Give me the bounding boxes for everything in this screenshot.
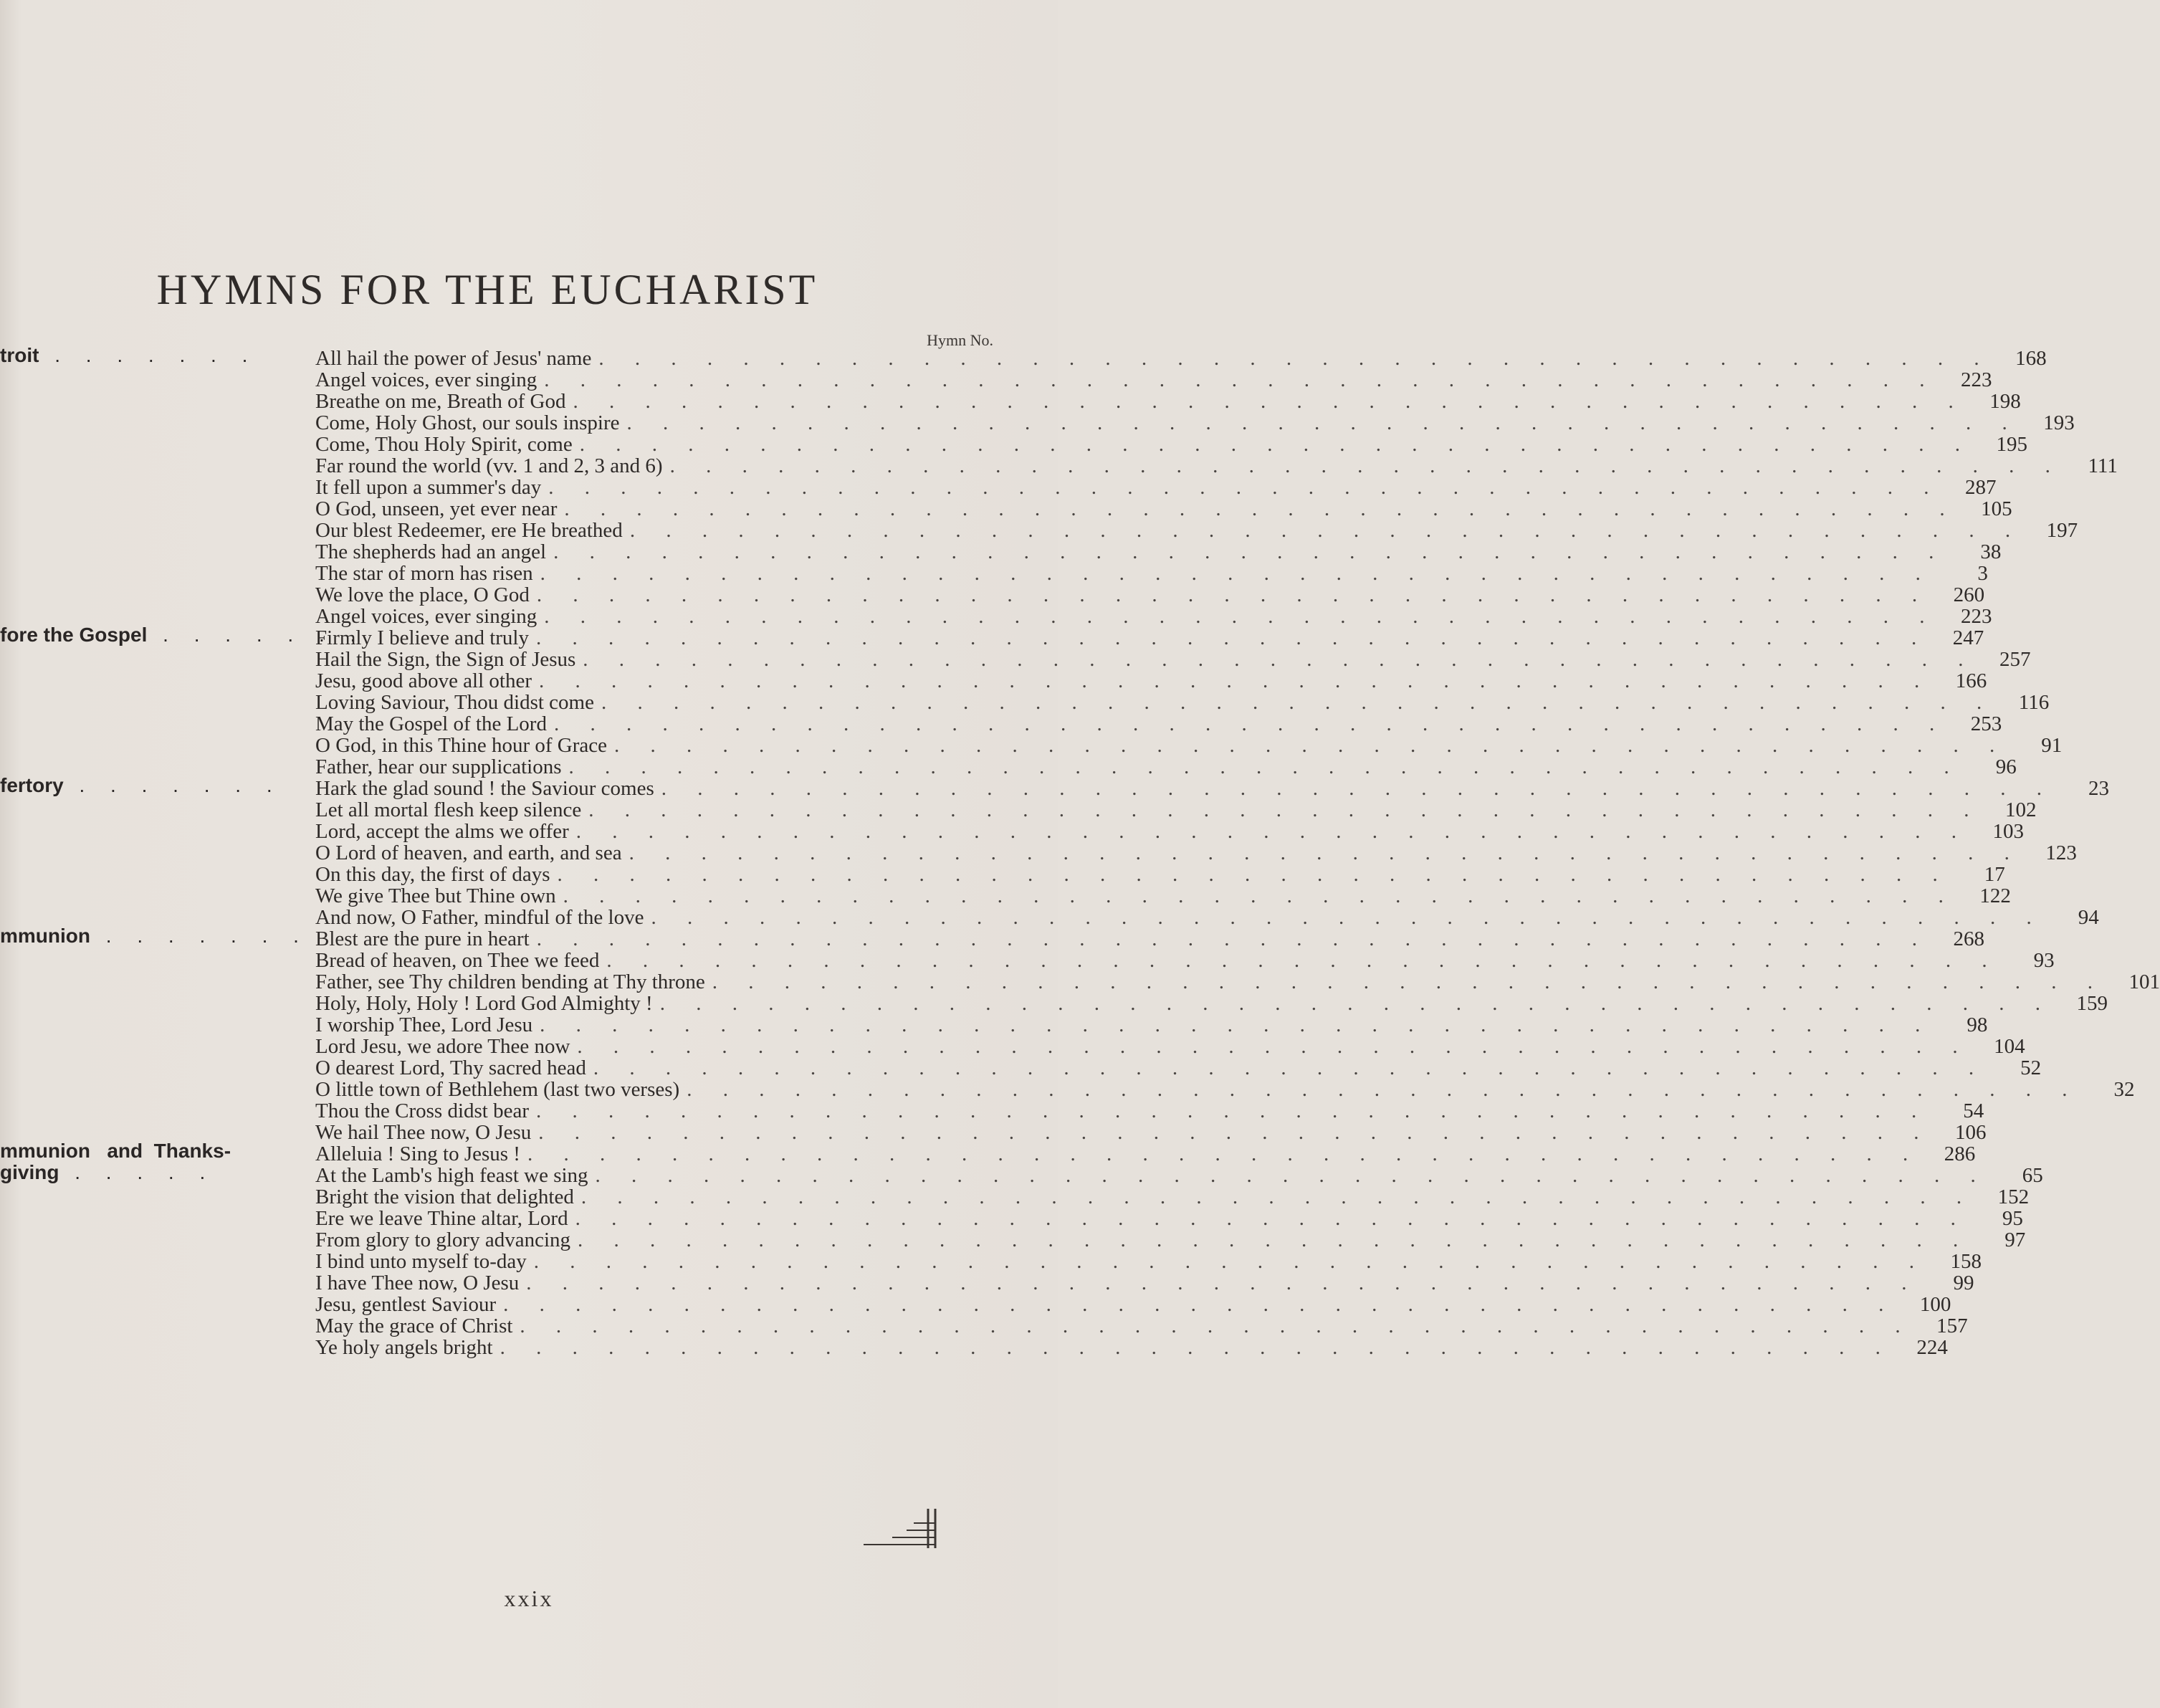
- dot-leader: . . . . . . . . . . . . . . . . . . . . . . . . . . . . . . . . . . . . . . .: [659, 992, 2053, 1015]
- hymn-title: Holy, Holy, Holy ! Lord God Almighty !: [315, 992, 653, 1015]
- hymn-number: 123: [2045, 841, 2077, 864]
- hymn-number: 105: [1981, 497, 2012, 520]
- hymn-number: 23: [2088, 777, 2110, 800]
- dot-leader: . . . . . . . . . . . . . . . . . . . . . . . . . . . . . . . . . . . . . . .: [575, 820, 1969, 843]
- hymn-entry: [315, 347, 2047, 370]
- hymn-entry: [315, 1078, 2135, 1101]
- dot-leader: . . . . . . . . . . . . . . . . . . . . . . . . . . . . . . . . . . . . . . .: [595, 1164, 1989, 1187]
- hymn-title: We give Thee but Thine own: [315, 884, 556, 907]
- hymn-entry: [315, 583, 1985, 606]
- dot-leader: . . . . . . . . . . . . . . . . . . . . . . . . . . . . . . . . . . . . . . .: [588, 798, 1982, 821]
- dot-leader: . . . . . . . . . . . . . . . . . . . . . . . . . . . . . . . . . . . . . . .: [533, 1250, 1928, 1273]
- hymn-title: Bright the vision that delighted: [315, 1185, 574, 1208]
- hymn-entry: [315, 433, 2027, 456]
- hymn-title: Father, see Thy children bending at Thy throne: [315, 970, 705, 993]
- dot-leader: . . . . . . . . . . . . . . . . . . . . . . . . . . . . . . . . . . . . . . .: [540, 1013, 1934, 1036]
- page-number: xxix: [504, 1585, 554, 1611]
- hymn-number: 166: [1955, 669, 1987, 692]
- hymn-entry: [315, 1013, 1988, 1036]
- hymn-entry: [315, 1056, 2042, 1079]
- hymn-entry: [315, 1250, 1982, 1273]
- hymn-entry: [315, 626, 1984, 649]
- hymn-number-header: Hymn No.: [927, 331, 993, 349]
- dot-leader: . . . . . . . . . . . . . . . . . . . . . . . . . . . . . . . . . . . . . . .: [553, 540, 1947, 563]
- hymn-number: 94: [2078, 906, 2099, 929]
- dot-leader: . . . . . . . . . . . . . . . . . . . . . . . . . . . . . . . . . . . . . . .: [580, 1185, 1975, 1208]
- hymn-title: Alleluia ! Sing to Jesus !: [315, 1142, 520, 1165]
- hymn-entry: [315, 1272, 1974, 1294]
- dot-leader: . . . . . . . . . . . . . . . . . . . . . . . . . . . . . . . . . . . . . . .: [557, 863, 1951, 886]
- section-label: mmunion: [0, 925, 90, 947]
- hymn-entry: [315, 949, 2055, 972]
- dot-leader: . . . . . . . . . . . . . . . . . . . . . . . . . . . . . . . . . . . . . . .: [568, 755, 1962, 778]
- hymn-entry: [315, 1315, 1968, 1337]
- hymn-number: 157: [1936, 1315, 1968, 1337]
- hymn-entry: [315, 1142, 1976, 1165]
- hymn-title: Hail the Sign, the Sign of Jesus: [315, 648, 576, 671]
- hymn-entry: [315, 519, 2078, 542]
- hymn-entry: [315, 476, 1997, 499]
- hymn-title: I worship Thee, Lord Jesu: [315, 1013, 533, 1036]
- hymn-title: O God, unseen, yet ever near: [315, 497, 558, 520]
- section-heading: [0, 1140, 287, 1163]
- dot-leader: . . . . . . . . . . . . . . . . . . . . . . . . . . . . . . . . . . . . . . .: [629, 841, 2022, 864]
- dot-leader: . . . . . . .: [39, 344, 258, 366]
- hymn-title: Loving Saviour, Thou didst come: [315, 691, 594, 714]
- hymn-number: 287: [1965, 476, 1997, 499]
- dot-leader: . . . . . . . . . . . . . . . . . . . . . . . . . . . . . . . . . . . . . . .: [527, 1142, 1921, 1165]
- hymn-title: May the Gospel of the Lord: [315, 712, 547, 735]
- hymn-title: May the grace of Christ: [315, 1315, 513, 1337]
- section-heading-continued: [0, 1161, 287, 1184]
- hymn-number: 91: [2041, 734, 2063, 757]
- hymn-title: I bind unto myself to-day: [315, 1250, 527, 1273]
- hymn-title: At the Lamb's high feast we sing: [315, 1164, 588, 1187]
- hymn-number: 103: [1992, 820, 2024, 843]
- dot-leader: . . . . . . . . . . . . . . . . . . . . . . . . . . . . . . . . . . . . . . .: [553, 712, 1948, 735]
- hymn-number: 223: [1961, 605, 1992, 628]
- hymn-number: 122: [1979, 884, 2011, 907]
- dot-leader: . . . . . . . . . . . . . . . . . . . . . . . . . . . . . . . . . . . . . . .: [629, 519, 2024, 542]
- hymn-number: 104: [1994, 1035, 2025, 1058]
- hymn-title: I have Thee now, O Jesu: [315, 1272, 520, 1294]
- dot-leader: . . . . . . . . . . . . . . . . . . . . . . . . . . . . . . . . . . . . . . .: [583, 648, 1977, 671]
- hymn-number: 116: [2018, 691, 2050, 714]
- dot-leader: . . . . . . . . . . . . . . . . . . . . . . . . . . . . . . . . . . . . . . .: [520, 1315, 1913, 1337]
- hymn-number: 54: [1963, 1099, 1984, 1122]
- hymn-entry: [315, 927, 1984, 950]
- hymn-title: Angel voices, ever singing: [315, 605, 537, 628]
- hymn-title: Jesu, good above all other: [315, 669, 532, 692]
- dot-leader: . . . . . . .: [147, 624, 366, 646]
- page-title: HYMNS FOR THE EUCHARIST: [156, 266, 818, 313]
- hymn-title: Thou the Cross didst bear: [315, 1099, 530, 1122]
- hymn-entry: [315, 390, 2021, 413]
- hymn-number: 38: [1980, 540, 2002, 563]
- hymn-entry: [315, 755, 2017, 778]
- hymn-number: 268: [1953, 927, 1984, 950]
- dot-leader: . . . . . . . . . . . . . . . . . . . . . . . . . . . . . . . . . . . . . . .: [626, 411, 2020, 434]
- hymn-title: Firmly I believe and truly: [315, 626, 529, 649]
- section-heading: [0, 925, 309, 948]
- hymn-number: 32: [2113, 1078, 2135, 1101]
- hymn-title: The star of morn has risen: [315, 562, 533, 585]
- hymn-number: 97: [2004, 1228, 2026, 1251]
- hymn-number: 93: [2033, 949, 2055, 972]
- hymn-number: 195: [1996, 433, 2027, 456]
- hymn-entry: [315, 1228, 2026, 1251]
- hymn-number: 17: [1984, 863, 2005, 886]
- dot-leader: . . . . . . . . . . . . . . . . . . . . . . . . . . . . . . . . . . . . . . .: [564, 497, 1958, 520]
- hymn-title: O little town of Bethlehem (last two verses): [315, 1078, 680, 1101]
- hymn-title: O dearest Lord, Thy sacred head: [315, 1056, 586, 1079]
- hymn-number: 99: [1953, 1272, 1974, 1294]
- hymn-title: O God, in this Thine hour of Grace: [315, 734, 607, 757]
- hymn-entry: [315, 1099, 1984, 1122]
- dot-leader: . . . . . . . . . . . . . . . . . . . . . . . . . . . . . . . . . . . . . . .: [661, 777, 2055, 800]
- hymn-entry: [315, 1293, 1951, 1316]
- hymn-entry: [315, 820, 2024, 843]
- hymn-number: 286: [1944, 1142, 1976, 1165]
- hymn-number: 224: [1916, 1336, 1948, 1359]
- hymn-entry: [315, 368, 1992, 391]
- hymn-title: Come, Holy Ghost, our souls inspire: [315, 411, 620, 434]
- hymn-entry: [315, 906, 2099, 929]
- hymn-entry: [315, 540, 2002, 563]
- dot-leader: . . . . . . . . . . . . . . . . . . . . . . . . . . . . . . . . . . . . . . .: [538, 1121, 1932, 1144]
- hymn-title: Hark the glad sound ! the Saviour comes: [315, 777, 654, 800]
- hymn-entry: [315, 777, 2110, 800]
- section-heading: [0, 344, 287, 367]
- section-label: mmunion and Thanks-: [0, 1140, 231, 1162]
- dot-leader: . . . . . . . . . . . . . . . . . . . . . . . . . . . . . . . . . . . . . . .: [544, 605, 1938, 628]
- hymn-title: Ere we leave Thine altar, Lord: [315, 1207, 568, 1230]
- hymn-title: On this day, the first of days: [315, 863, 550, 886]
- dot-leader: . . . . . . . . . . . . . . . . . . . . . . . . . . . . . . . . . . . . . . .: [526, 1272, 1920, 1294]
- hymn-number: 152: [1997, 1185, 2030, 1208]
- hymn-number: 96: [1995, 755, 2017, 778]
- section-heading: [0, 624, 366, 647]
- hymn-title: Our blest Redeemer, ere He breathed: [315, 519, 623, 542]
- hymn-entry: [315, 712, 2002, 735]
- hymn-number: 3: [1977, 562, 1988, 585]
- hymn-number: 197: [2046, 519, 2078, 542]
- hymn-number: 247: [1952, 626, 1984, 649]
- hymn-entry: [315, 411, 2075, 434]
- hymn-title: Angel voices, ever singing: [315, 368, 537, 391]
- hymn-entry: [315, 497, 2012, 520]
- hymn-number: 198: [1989, 390, 2021, 413]
- hymn-entry: [315, 1035, 2025, 1058]
- hymn-entry: [315, 992, 2108, 1015]
- printer-mark-icon: [856, 1494, 942, 1552]
- hymn-title: Let all mortal flesh keep silence: [315, 798, 582, 821]
- hymn-entry: [315, 1164, 2043, 1187]
- hymn-number: 98: [1967, 1013, 1988, 1036]
- hymn-title: O Lord of heaven, and earth, and sea: [315, 841, 622, 864]
- hymn-title: Ye holy angels bright: [315, 1336, 493, 1359]
- dot-leader: . . . . . . . . . . . . . . . . . . . . . . . . . . . . . . . . . . . . . . .: [548, 476, 1942, 499]
- dot-leader: . . . . . . . . . . . . . . . . . . . . . . . . . . . . . . . . . . . . . . .: [536, 626, 1930, 649]
- hymn-entry: [315, 734, 2063, 757]
- dot-leader: . . . . . . . . . . . . . . . . . . . . . . . . . . . . . . . . . . . . . . .: [536, 927, 1930, 950]
- hymn-number: 159: [2076, 992, 2108, 1015]
- dot-leader: . . . . . . . . . . . . . . . . . . . . . . . . . . . . . . . . . . . . . . .: [687, 1078, 2080, 1101]
- hymn-entry: [315, 841, 2077, 864]
- hymn-title: Blest are the pure in heart: [315, 927, 530, 950]
- dot-leader: . . . . .: [59, 1161, 216, 1183]
- hymn-entry: [315, 798, 2037, 821]
- dot-leader: . . . . . . . . . . . . . . . . . . . . . . . . . . . . . . . . . . . . . . .: [593, 1056, 1987, 1079]
- dot-leader: . . . . . . . . . . . . . . . . . . . . . . . . . . . . . . . . . . . . . . .: [536, 583, 1931, 606]
- hymn-number: 95: [2002, 1207, 2023, 1230]
- dot-leader: . . . . . . . . . . . . . . . . . . . . . . . . . . . . . . . . . . . . . . .: [601, 691, 1995, 714]
- dot-leader: . . . . . . . . . . . . . . . . . . . . . . . . . . . . . . . . . . . . . . .: [563, 884, 1956, 907]
- hymn-entry: [315, 1121, 1987, 1144]
- hymn-title: It fell upon a summer's day: [315, 476, 542, 499]
- hymn-entry: [315, 1336, 1948, 1359]
- dot-leader: . . . . . . . . . . . . . . . . . . . . . . . . . . . . . . . . . . . . . . .: [606, 949, 2000, 972]
- hymn-number: 257: [1999, 648, 2031, 671]
- dot-leader: . . . . . . . . . . . . . . . . . . . . . . . . . . . . . . . . . . . . . . .: [503, 1293, 1897, 1316]
- hymn-number: 101: [2128, 970, 2160, 993]
- dot-leader: . . . . . . . . . . . . . . . . . . . . . . . . . . . . . . . . . . . . . . .: [712, 970, 2106, 993]
- hymn-title: Jesu, gentlest Saviour: [315, 1293, 497, 1316]
- hymn-entry: [315, 669, 1987, 692]
- hymn-title: Breathe on me, Breath of God: [315, 390, 566, 413]
- hymn-number: 111: [2088, 454, 2118, 477]
- hymn-number: 193: [2043, 411, 2075, 434]
- hymn-title: Lord, accept the alms we offer: [315, 820, 569, 843]
- dot-leader: . . . . . . . . . . . . . . . . . . . . . . . . . . . . . . . . . . . . . . .: [577, 1035, 1971, 1058]
- dot-leader: . . . . . . .: [63, 774, 282, 796]
- dot-leader: . . . . . . . . . . . . . . . . . . . . . . . . . . . . . . . . . . . . . . .: [669, 454, 2063, 477]
- section-label: fertory: [0, 774, 64, 796]
- section-label: fore the Gospel: [0, 624, 148, 646]
- hymn-title: And now, O Father, mindful of the love: [315, 906, 644, 929]
- section-label: giving: [0, 1161, 59, 1183]
- dot-leader: . . . . . . . . . . . . . . . . . . . . . . . . . . . . . . . . . . . . . . .: [578, 1228, 1972, 1251]
- dot-leader: . . . . . . . . . . . . . . . . . . . . . . . . . . . . . . . . . . . . . . .: [573, 390, 1967, 413]
- dot-leader: . . . . . . . . . . . . . . . . . . . . . . . . . . . . . . . . . . . . . . .: [614, 734, 2008, 757]
- hymn-entry: [315, 970, 2160, 993]
- hymn-number: 223: [1961, 368, 1992, 391]
- hymn-title: Lord Jesu, we adore Thee now: [315, 1035, 570, 1058]
- dot-leader: . . . . . . . . . . . . . . . . . . . . . . . . . . . . . . . . . . . . . . .: [540, 562, 1934, 585]
- hymn-entry: [315, 648, 2031, 671]
- hymn-entry: [315, 1185, 2030, 1208]
- hymn-title: Bread of heaven, on Thee we feed: [315, 949, 600, 972]
- dot-leader: . . . . . . . . . . . . . . . . . . . . . . . . . . . . . . . . . . . . . . .: [539, 669, 1933, 692]
- hymn-number: 158: [1950, 1250, 1982, 1273]
- dot-leader: . . . . . . . . . . . . . . . . . . . . . . . . . . . . . . . . . . . . . . .: [579, 433, 1973, 456]
- hymn-entry: [315, 691, 2050, 714]
- section-label: troit: [0, 344, 39, 366]
- hymn-entry: [315, 884, 2011, 907]
- hymn-entry: [315, 863, 2005, 886]
- dot-leader: . . . . . . .: [90, 925, 309, 947]
- hymn-title: Father, hear our supplications: [315, 755, 562, 778]
- dot-leader: . . . . . . . . . . . . . . . . . . . . . . . . . . . . . . . . . . . . . . .: [536, 1099, 1930, 1122]
- hymn-number: 260: [1953, 583, 1985, 606]
- hymn-number: 65: [2022, 1164, 2043, 1187]
- hymn-number: 106: [1955, 1121, 1987, 1144]
- hymn-title: We hail Thee now, O Jesu: [315, 1121, 532, 1144]
- hymn-title: The shepherds had an angel: [315, 540, 547, 563]
- hymn-title: All hail the power of Jesus' name: [315, 347, 592, 370]
- hymn-number: 100: [1919, 1293, 1951, 1316]
- dot-leader: . . . . . . . . . . . . . . . . . . . . . . . . . . . . . . . . . . . . . . .: [598, 347, 1992, 370]
- section-heading: [0, 774, 287, 797]
- dot-leader: . . . . . . . . . . . . . . . . . . . . . . . . . . . . . . . . . . . . . . .: [500, 1336, 1893, 1359]
- hymn-title: From glory to glory advancing: [315, 1228, 571, 1251]
- hymn-number: 52: [2020, 1056, 2042, 1079]
- dot-leader: . . . . . . . . . . . . . . . . . . . . . . . . . . . . . . . . . . . . . . .: [575, 1207, 1969, 1230]
- hymn-entry: [315, 562, 1988, 585]
- hymn-entry: [315, 1207, 2023, 1230]
- hymn-entry: [315, 454, 2118, 477]
- hymn-entry: [315, 605, 1992, 628]
- hymn-number: 102: [2004, 798, 2037, 821]
- hymn-title: We love the place, O God: [315, 583, 530, 606]
- hymn-number: 168: [2015, 347, 2047, 370]
- hymn-number: 253: [1970, 712, 2002, 735]
- hymn-title: Far round the world (vv. 1 and 2, 3 and 6): [315, 454, 663, 477]
- hymn-title: Come, Thou Holy Spirit, come: [315, 433, 573, 456]
- dot-leader: . . . . . . . . . . . . . . . . . . . . . . . . . . . . . . . . . . . . . . .: [544, 368, 1938, 391]
- dot-leader: . . . . . . . . . . . . . . . . . . . . . . . . . . . . . . . . . . . . . . .: [651, 906, 2045, 929]
